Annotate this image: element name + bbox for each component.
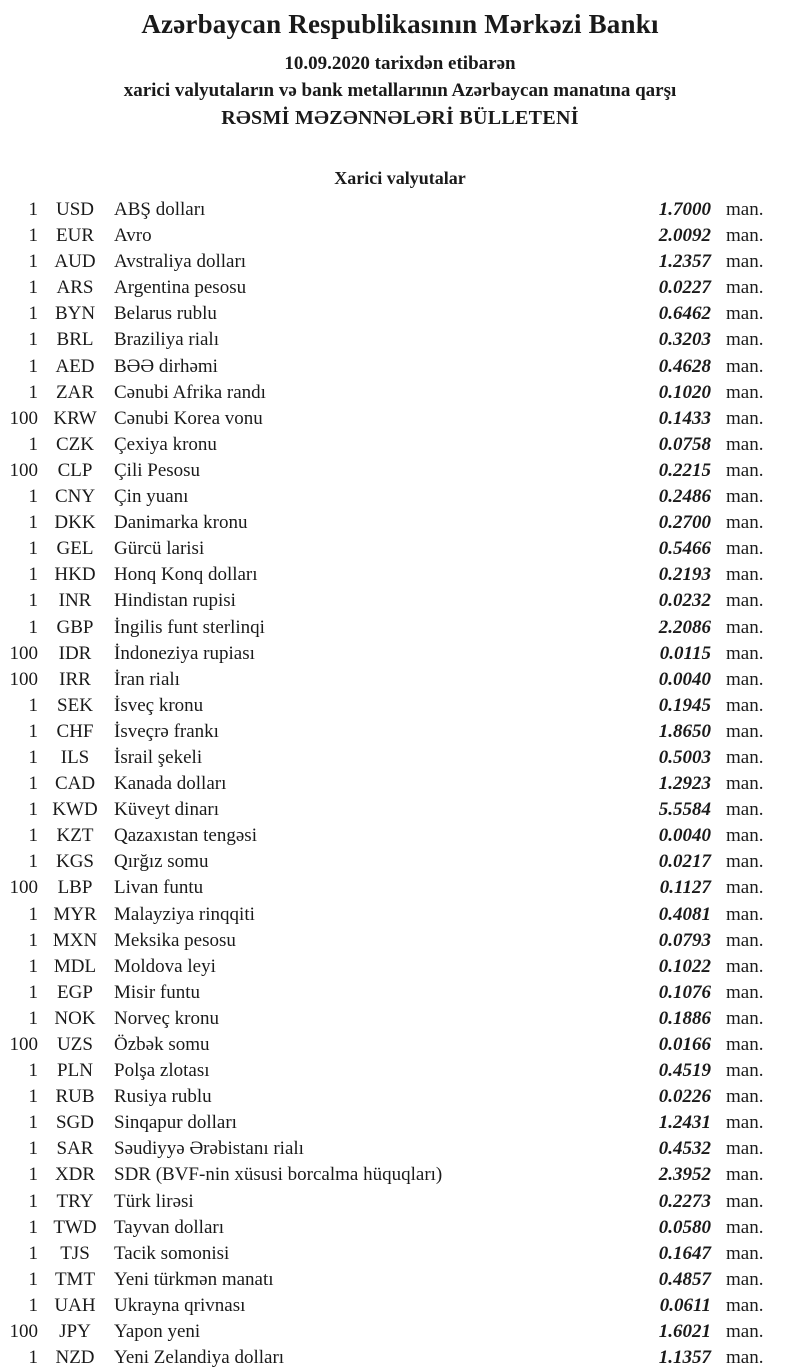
rate-value: 0.1020 bbox=[658, 381, 711, 403]
currency-name: Ukrayna qrivnası bbox=[114, 1294, 246, 1316]
unit-label: man. bbox=[726, 1321, 764, 1343]
currency-code: BYN bbox=[54, 303, 96, 325]
currency-name: Küveyt dinarı bbox=[114, 799, 220, 821]
currency-name: Cənubi Korea vonu bbox=[114, 407, 263, 429]
rate-value: 0.1886 bbox=[658, 1007, 711, 1029]
currency-quantity: 1 bbox=[28, 1242, 38, 1264]
currency-code: DKK bbox=[54, 512, 96, 534]
unit-label: man. bbox=[726, 668, 764, 690]
unit-label: man. bbox=[726, 1268, 764, 1290]
currency-name: Hindistan rupisi bbox=[114, 590, 236, 612]
currency-code: MDL bbox=[53, 955, 97, 977]
unit-label: man. bbox=[726, 329, 764, 351]
currency-name: Belarus rublu bbox=[114, 303, 217, 325]
rate-value: 0.4519 bbox=[658, 1060, 711, 1082]
unit-label: man. bbox=[726, 642, 764, 664]
currency-quantity: 1 bbox=[28, 538, 38, 560]
rate-value: 0.1433 bbox=[658, 407, 711, 429]
rate-row bbox=[0, 875, 800, 901]
bulletin-title: RƏSMİ MƏZƏNNƏLƏRİ BÜLLETENİ bbox=[221, 107, 579, 129]
currency-quantity: 1 bbox=[28, 1086, 38, 1108]
currency-code: EUR bbox=[56, 225, 94, 247]
currency-code: CNY bbox=[54, 486, 96, 508]
rate-row bbox=[0, 406, 800, 432]
currency-code: CHF bbox=[56, 720, 94, 742]
currency-quantity: 1 bbox=[28, 512, 38, 534]
rate-value: 0.0217 bbox=[658, 851, 711, 873]
currency-code: INR bbox=[58, 590, 92, 612]
currency-quantity: 1 bbox=[28, 1060, 38, 1082]
rate-value: 1.1357 bbox=[658, 1347, 711, 1369]
rate-row bbox=[0, 1162, 800, 1188]
currency-quantity: 1 bbox=[28, 955, 38, 977]
currency-code: HKD bbox=[54, 564, 96, 586]
currency-code: KWD bbox=[52, 799, 98, 821]
rate-row bbox=[0, 928, 800, 954]
currency-code: EGP bbox=[57, 981, 93, 1003]
currency-code: USD bbox=[55, 199, 94, 220]
currency-quantity: 1 bbox=[28, 851, 38, 873]
currency-quantity: 1 bbox=[28, 251, 38, 273]
rate-row bbox=[0, 380, 800, 406]
currency-quantity: 1 bbox=[28, 433, 38, 455]
unit-label: man. bbox=[726, 538, 764, 560]
rate-value: 2.2086 bbox=[658, 616, 711, 638]
rate-value: 0.0611 bbox=[659, 1294, 711, 1316]
currency-code: UAH bbox=[54, 1294, 96, 1316]
unit-label: man. bbox=[726, 799, 764, 821]
bulletin-subtitle: xarici valyutaların və bank metallarının Azərbaycan manatına qarşı bbox=[123, 80, 677, 101]
currency-quantity: 1 bbox=[28, 1294, 38, 1316]
rate-row bbox=[0, 1215, 800, 1241]
currency-code: TJS bbox=[60, 1242, 90, 1264]
unit-label: man. bbox=[726, 981, 764, 1003]
currency-quantity: 1 bbox=[28, 929, 38, 951]
currency-name: Rusiya rublu bbox=[114, 1086, 212, 1108]
currency-quantity: 1 bbox=[28, 381, 38, 403]
currency-code: KRW bbox=[53, 407, 97, 429]
currency-quantity: 100 bbox=[9, 459, 38, 481]
currency-name: Cənubi Afrika randı bbox=[114, 381, 266, 403]
currency-name: Yapon yeni bbox=[114, 1321, 201, 1343]
rate-value: 0.4081 bbox=[658, 903, 711, 925]
unit-label: man. bbox=[726, 1294, 764, 1316]
unit-label: man. bbox=[726, 512, 764, 534]
currency-code: TMT bbox=[54, 1268, 96, 1290]
currency-quantity: 1 bbox=[28, 1138, 38, 1160]
rate-row bbox=[0, 667, 800, 693]
currency-name: Tayvan dolları bbox=[114, 1216, 224, 1238]
currency-code: GEL bbox=[56, 538, 94, 560]
rate-row bbox=[0, 745, 800, 771]
currency-code: CAD bbox=[54, 773, 96, 795]
rate-row bbox=[0, 771, 800, 797]
currency-quantity: 1 bbox=[28, 1268, 38, 1290]
currency-quantity: 1 bbox=[28, 773, 38, 795]
effective-date-line: 10.09.2020 tarixdən etibarən bbox=[284, 53, 516, 74]
rate-row bbox=[0, 1345, 800, 1371]
unit-label: man. bbox=[726, 1138, 764, 1160]
currency-name: Gürcü larisi bbox=[114, 538, 205, 560]
currency-code: BRL bbox=[56, 329, 94, 351]
currency-quantity: 1 bbox=[28, 1164, 38, 1186]
unit-label: man. bbox=[726, 1242, 764, 1264]
currency-code: NOK bbox=[54, 1007, 96, 1029]
currency-name: Səudiyyə Ərəbistanı rialı bbox=[114, 1138, 304, 1160]
currency-name: Türk lirəsi bbox=[114, 1190, 194, 1212]
rate-value: 0.1022 bbox=[658, 955, 711, 977]
currency-name: BƏƏ dirhəmi bbox=[114, 355, 218, 377]
unit-label: man. bbox=[726, 746, 764, 768]
currency-code: NZD bbox=[55, 1347, 95, 1369]
currency-name: Sinqapur dolları bbox=[114, 1112, 237, 1134]
rate-value: 0.2273 bbox=[658, 1190, 711, 1212]
rate-value: 2.0092 bbox=[658, 225, 711, 247]
currency-code: AED bbox=[55, 355, 95, 377]
rate-row bbox=[0, 1110, 800, 1136]
currency-quantity: 1 bbox=[28, 799, 38, 821]
currency-quantity: 1 bbox=[28, 1347, 38, 1369]
currency-name: Argentina pesosu bbox=[114, 277, 247, 299]
currency-code: ARS bbox=[56, 277, 94, 299]
rate-row bbox=[0, 1189, 800, 1215]
currency-code: KZT bbox=[56, 825, 94, 847]
currency-name: Danimarka kronu bbox=[114, 512, 248, 534]
rate-row bbox=[0, 1293, 800, 1319]
currency-quantity: 1 bbox=[28, 1112, 38, 1134]
currency-name: İngilis funt sterlinqi bbox=[114, 616, 265, 638]
rate-value: 0.2193 bbox=[658, 564, 711, 586]
rate-row bbox=[0, 458, 800, 484]
rate-value: 5.5584 bbox=[658, 799, 711, 821]
currency-code: RUB bbox=[55, 1086, 95, 1108]
rate-value: 1.2431 bbox=[658, 1112, 711, 1134]
rate-value: 1.2357 bbox=[658, 251, 711, 273]
currency-quantity: 1 bbox=[28, 981, 38, 1003]
currency-quantity: 1 bbox=[28, 225, 38, 247]
currency-code: AUD bbox=[54, 251, 96, 273]
rate-value: 0.0115 bbox=[659, 642, 711, 664]
currency-name: İsveçrə frankı bbox=[114, 720, 219, 742]
unit-label: man. bbox=[726, 381, 764, 403]
rate-row bbox=[0, 1084, 800, 1110]
rate-row bbox=[0, 275, 800, 301]
unit-label: man. bbox=[726, 1164, 764, 1186]
rate-row bbox=[0, 849, 800, 875]
rate-value: 0.0226 bbox=[658, 1086, 711, 1108]
unit-label: man. bbox=[726, 433, 764, 455]
rate-value: 0.1127 bbox=[659, 877, 711, 899]
unit-label: man. bbox=[726, 903, 764, 925]
currency-code: JPY bbox=[59, 1321, 91, 1343]
unit-label: man. bbox=[726, 1112, 764, 1134]
currency-name: Polşa zlotası bbox=[114, 1060, 210, 1082]
unit-label: man. bbox=[726, 277, 764, 299]
currency-quantity: 1 bbox=[28, 903, 38, 925]
currency-code: UZS bbox=[57, 1034, 93, 1055]
currency-quantity: 100 bbox=[9, 642, 38, 664]
rate-row bbox=[0, 354, 800, 380]
currency-name: Qırğız somu bbox=[114, 851, 209, 873]
rate-value: 0.4532 bbox=[658, 1138, 711, 1160]
rate-row bbox=[0, 954, 800, 980]
rate-row bbox=[0, 902, 800, 928]
rate-row bbox=[0, 588, 800, 614]
unit-label: man. bbox=[726, 355, 764, 377]
currency-quantity: 1 bbox=[28, 277, 38, 299]
rate-row bbox=[0, 536, 800, 562]
rate-row bbox=[0, 1267, 800, 1293]
currency-name: Avro bbox=[114, 225, 152, 247]
currency-name: İran rialı bbox=[114, 668, 180, 690]
rate-value: 0.0232 bbox=[658, 590, 711, 612]
rate-row bbox=[0, 1136, 800, 1162]
rate-row bbox=[0, 1319, 800, 1345]
rate-row bbox=[0, 823, 800, 849]
currency-quantity: 1 bbox=[28, 1190, 38, 1212]
currency-quantity: 1 bbox=[28, 355, 38, 377]
rate-row bbox=[0, 223, 800, 249]
rate-value: 0.2700 bbox=[658, 512, 711, 534]
currency-quantity: 1 bbox=[28, 694, 38, 716]
rate-row bbox=[0, 1058, 800, 1084]
currency-name: Moldova leyi bbox=[114, 955, 216, 977]
currency-quantity: 1 bbox=[28, 825, 38, 847]
currency-code: SEK bbox=[57, 694, 93, 716]
bulletin-header bbox=[0, 0, 800, 131]
currency-quantity: 100 bbox=[9, 407, 38, 429]
currency-code: ILS bbox=[60, 746, 90, 768]
rate-value: 0.0040 bbox=[658, 668, 711, 690]
unit-label: man. bbox=[726, 1347, 764, 1369]
rate-value: 0.4857 bbox=[658, 1268, 711, 1290]
unit-label: man. bbox=[726, 590, 764, 612]
rate-value: 0.1945 bbox=[658, 694, 711, 716]
currency-code: IDR bbox=[58, 642, 92, 664]
currency-name: İsveç kronu bbox=[114, 694, 204, 716]
currency-code: CLP bbox=[57, 459, 93, 481]
rate-value: 0.0166 bbox=[658, 1034, 711, 1055]
currency-quantity: 1 bbox=[28, 1216, 38, 1238]
rate-value: 0.5003 bbox=[658, 746, 711, 768]
currency-quantity: 1 bbox=[28, 199, 38, 220]
unit-label: man. bbox=[726, 694, 764, 716]
currency-quantity: 1 bbox=[28, 616, 38, 638]
currency-name: Yeni türkmən manatı bbox=[114, 1268, 274, 1290]
currency-quantity: 1 bbox=[28, 329, 38, 351]
rate-value: 0.2215 bbox=[658, 459, 711, 481]
rate-row bbox=[0, 510, 800, 536]
rate-row bbox=[0, 1241, 800, 1267]
currency-code: PLN bbox=[57, 1060, 93, 1082]
unit-label: man. bbox=[726, 929, 764, 951]
rate-value: 1.2923 bbox=[658, 773, 711, 795]
currency-code: ZAR bbox=[56, 381, 94, 403]
currency-quantity: 1 bbox=[28, 564, 38, 586]
currency-code: TWD bbox=[53, 1216, 97, 1238]
currency-quantity: 100 bbox=[9, 1034, 38, 1055]
rate-row bbox=[0, 197, 800, 223]
rate-value: 0.0040 bbox=[658, 825, 711, 847]
unit-label: man. bbox=[726, 564, 764, 586]
rate-row bbox=[0, 980, 800, 1006]
currency-name: ABŞ dolları bbox=[114, 199, 206, 220]
unit-label: man. bbox=[726, 1060, 764, 1082]
currency-code: XDR bbox=[54, 1164, 96, 1186]
currency-quantity: 1 bbox=[28, 720, 38, 742]
currency-quantity: 1 bbox=[28, 1007, 38, 1029]
currency-code: MXN bbox=[52, 929, 98, 951]
currency-name: Çin yuanı bbox=[114, 486, 189, 508]
currency-name: Tacik somonisi bbox=[114, 1242, 230, 1264]
unit-label: man. bbox=[726, 955, 764, 977]
unit-label: man. bbox=[726, 877, 764, 899]
currency-quantity: 1 bbox=[28, 746, 38, 768]
unit-label: man. bbox=[726, 773, 764, 795]
currency-quantity: 100 bbox=[9, 1321, 38, 1343]
unit-label: man. bbox=[726, 1034, 764, 1055]
currency-name: Çexiya kronu bbox=[114, 433, 217, 455]
rate-row bbox=[0, 693, 800, 719]
rate-value: 0.0758 bbox=[658, 433, 711, 455]
unit-label: man. bbox=[726, 251, 764, 273]
unit-label: man. bbox=[726, 407, 764, 429]
currency-code: IRR bbox=[59, 668, 91, 690]
rate-row bbox=[0, 719, 800, 745]
currency-code: MYR bbox=[53, 903, 97, 925]
rate-row bbox=[0, 615, 800, 641]
currency-code: SAR bbox=[56, 1138, 94, 1160]
currency-name: Çili Pesosu bbox=[114, 459, 201, 481]
rate-value: 0.1076 bbox=[658, 981, 711, 1003]
currency-name: Qazaxıstan tengəsi bbox=[114, 825, 257, 847]
currency-quantity: 1 bbox=[28, 590, 38, 612]
rate-row bbox=[0, 301, 800, 327]
unit-label: man. bbox=[726, 720, 764, 742]
rate-value: 2.3952 bbox=[658, 1164, 711, 1186]
rate-value: 0.2486 bbox=[658, 486, 711, 508]
unit-label: man. bbox=[726, 1216, 764, 1238]
unit-label: man. bbox=[726, 199, 764, 220]
currency-code: SGD bbox=[55, 1112, 94, 1134]
rate-value: 0.6462 bbox=[658, 303, 711, 325]
currency-name: Meksika pesosu bbox=[114, 929, 236, 951]
currency-quantity: 1 bbox=[28, 303, 38, 325]
unit-label: man. bbox=[726, 1086, 764, 1108]
unit-label: man. bbox=[726, 851, 764, 873]
currency-name: SDR (BVF-nin xüsusi borcalma hüquqları) bbox=[114, 1164, 443, 1186]
unit-label: man. bbox=[726, 459, 764, 481]
rate-value: 0.1647 bbox=[658, 1242, 711, 1264]
rate-value: 0.3203 bbox=[658, 329, 711, 351]
rate-value: 0.0227 bbox=[658, 277, 711, 299]
rate-value: 1.8650 bbox=[658, 720, 711, 742]
currency-code: CZK bbox=[56, 433, 94, 455]
currency-name: Malayziya rinqqiti bbox=[114, 903, 255, 925]
currency-code: LBP bbox=[57, 877, 93, 899]
rate-value: 1.6021 bbox=[658, 1321, 711, 1343]
currency-name: Honq Konq dolları bbox=[114, 564, 258, 586]
unit-label: man. bbox=[726, 486, 764, 508]
rate-row bbox=[0, 249, 800, 275]
rate-row bbox=[0, 562, 800, 588]
currency-quantity: 100 bbox=[9, 668, 38, 690]
bank-title: Azərbaycan Respublikasının Mərkəzi Bankı bbox=[141, 9, 659, 39]
currency-name: Norveç kronu bbox=[114, 1007, 219, 1029]
currency-name: Misir funtu bbox=[114, 981, 201, 1003]
currency-name: Livan funtu bbox=[114, 877, 204, 899]
currency-code: TRY bbox=[56, 1190, 94, 1212]
section-title-foreign-currencies: Xarici valyutalar bbox=[334, 168, 466, 188]
currency-name: Özbək somu bbox=[114, 1034, 210, 1055]
unit-label: man. bbox=[726, 303, 764, 325]
rate-row bbox=[0, 1006, 800, 1032]
unit-label: man. bbox=[726, 225, 764, 247]
unit-label: man. bbox=[726, 1007, 764, 1029]
rate-row bbox=[0, 1032, 800, 1058]
currency-name: Kanada dolları bbox=[114, 773, 227, 795]
rates-table bbox=[0, 197, 800, 1371]
unit-label: man. bbox=[726, 616, 764, 638]
currency-name: Yeni Zelandiya dolları bbox=[114, 1347, 285, 1369]
rate-row bbox=[0, 641, 800, 667]
currency-name: Avstraliya dolları bbox=[114, 251, 247, 273]
rate-value: 0.5466 bbox=[658, 538, 711, 560]
currency-name: İsrail şekeli bbox=[114, 746, 203, 768]
currency-name: Braziliya rialı bbox=[114, 329, 219, 351]
rate-value: 0.0793 bbox=[658, 929, 711, 951]
currency-code: GBP bbox=[56, 616, 94, 638]
rate-row bbox=[0, 327, 800, 353]
rate-value: 0.0580 bbox=[658, 1216, 711, 1238]
rate-row bbox=[0, 484, 800, 510]
unit-label: man. bbox=[726, 825, 764, 847]
rate-row bbox=[0, 432, 800, 458]
rate-row bbox=[0, 797, 800, 823]
currency-quantity: 1 bbox=[28, 486, 38, 508]
unit-label: man. bbox=[726, 1190, 764, 1212]
currency-code: KGS bbox=[55, 851, 94, 873]
currency-name: İndoneziya rupiası bbox=[114, 642, 255, 664]
rate-value: 1.7000 bbox=[658, 199, 711, 220]
rate-value: 0.4628 bbox=[658, 355, 711, 377]
currency-quantity: 100 bbox=[9, 877, 38, 899]
